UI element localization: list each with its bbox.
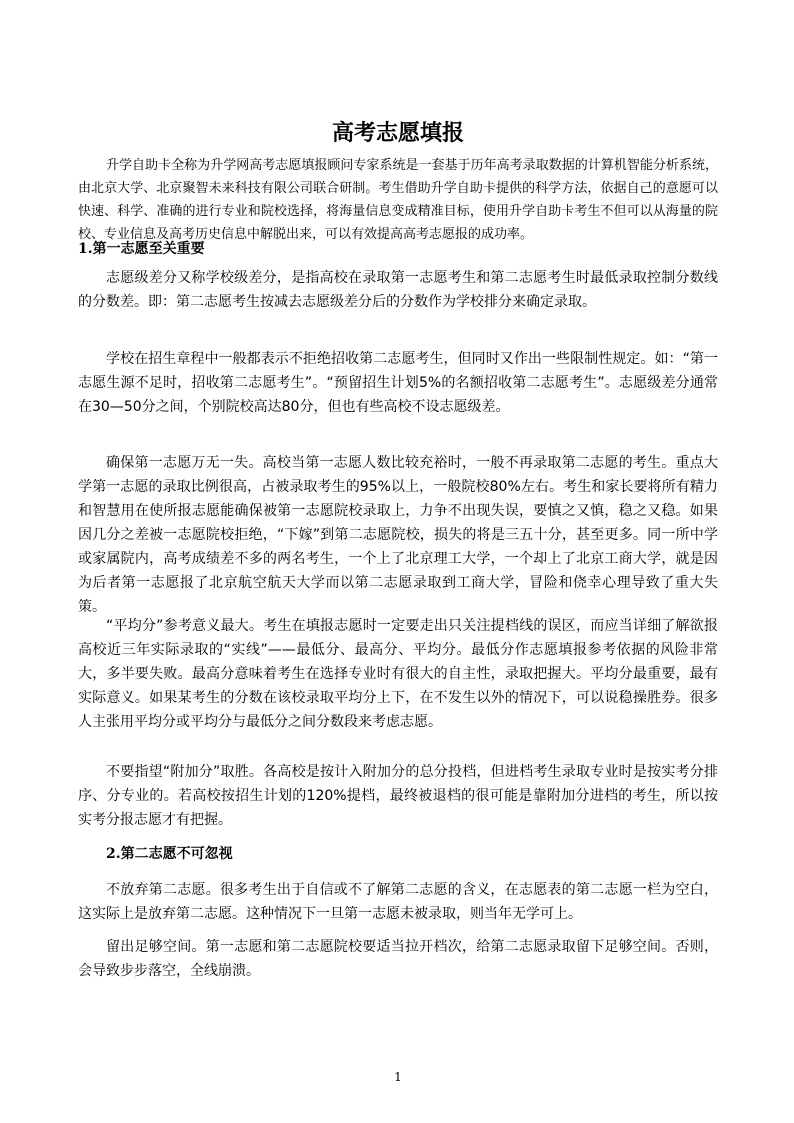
document-page — [78, 0, 718, 1123]
intro-paragraph: 升学自助卡全称为升学网高考志愿填报顾问专家系统是一套基于历年高考录取数据的计算机智能分析系统，由北京大学、北京聚智未来科技有限公司联合研制。考生借助升学自助卡提供的科学方法，依据自己的意愿可以快速、科学、准确的进行专业和院校选择，将海量信息变成精准目标，使用升学自助卡考生不但可以从海量的院校、专业信息及高考历史信息中解脱出来，可以有效提高高考志愿报的成功率。 — [78, 158, 718, 242]
section-heading-1: 1.第一志愿至关重要 — [78, 241, 205, 257]
section-1-paragraph-5: 不要指望“附加分”取胜。各高校是按计入附加分的总分投档，但进档考生录取专业时是按实考分排序、分专业的。若高校按招生计划的120%提档，最终被退档的很可能是靠附加分进档的考生，所以按实考分报志愿才有把握。 — [78, 764, 718, 828]
section-1-paragraph-4: “平均分”参考意义最大。考生在填报志愿时一定要走出只关注提档线的误区，而应当详细了解欲报高校近三年实际录取的“实线”——最低分、最高分、平均分。最低分作志愿填报参考依据的风险非常大，多半要失败。最高分意味着考生在选择专业时有很大的自主性，录取把握大。平均分最重要，最有实际意义。如果某考生的分数在该校录取平均分上下，在不发生以外的情况下，可以说稳操胜券。很多人主张用平均分或平均分与最低分之间分数段来考虑志愿。 — [78, 618, 718, 730]
section-heading-2: 2.第二志愿不可忽视 — [106, 846, 233, 862]
page-number: 1 — [394, 1070, 402, 1084]
document-title: 高考志愿填报 — [331, 120, 464, 146]
section-2-paragraph-1: 不放弃第二志愿。很多考生出于自信或不了解第二志愿的含义，在志愿表的第二志愿一栏为空白，这实际上是放弃第二志愿。这种情况下一旦第一志愿未被录取，则当年无学可上。 — [78, 882, 718, 922]
section-1-paragraph-2: 学校在招生章程中一般都表示不拒绝招收第二志愿考生，但同时又作出一些限制性规定。如：“第一志愿生源不足时，招收第二志愿考生”。“预留招生计划5%的名额招收第二志愿考生”。志愿级差分通常在30—50分之间，个别院校高达80分，但也有些高校不设志愿级差。 — [78, 351, 718, 415]
section-2-paragraph-2: 留出足够空间。第一志愿和第二志愿院校要适当拉开档次，给第二志愿录取留下足够空间。否则，会导致步步落空，全线崩溃。 — [78, 939, 718, 979]
section-1-paragraph-1: 志愿级差分又称学校级差分，是指高校在录取第一志愿考生和第二志愿考生时最低录取控制分数线的分数差。即：第二志愿考生按减去志愿级差分后的分数作为学校排分来确定录取。 — [78, 270, 718, 310]
section-1-paragraph-3: 确保第一志愿万无一失。高校当第一志愿人数比较充裕时，一般不再录取第二志愿的考生。重点大学第一志愿的录取比例很高，占被录取考生的95%以上，一般院校80%左右。考生和家长要将所有精力和智慧用在使所报志愿能确保被第一志愿院校录取上，力争不出现失误，要慎之又慎，稳之又稳。如果因几分之差被一志愿院校拒绝，“下嫁”到第二志愿院校，损失的将是三五十分，甚至更多。同一所中学或家属院内，高考成绩差不多的两名考生，一个上了北京理工大学，一个却上了北京工商大学，就是因为后者第一志愿报了北京航空航天大学而以第二志愿录取到工商大学，冒险和侥幸心理导致了重大失策。 — [78, 455, 718, 615]
